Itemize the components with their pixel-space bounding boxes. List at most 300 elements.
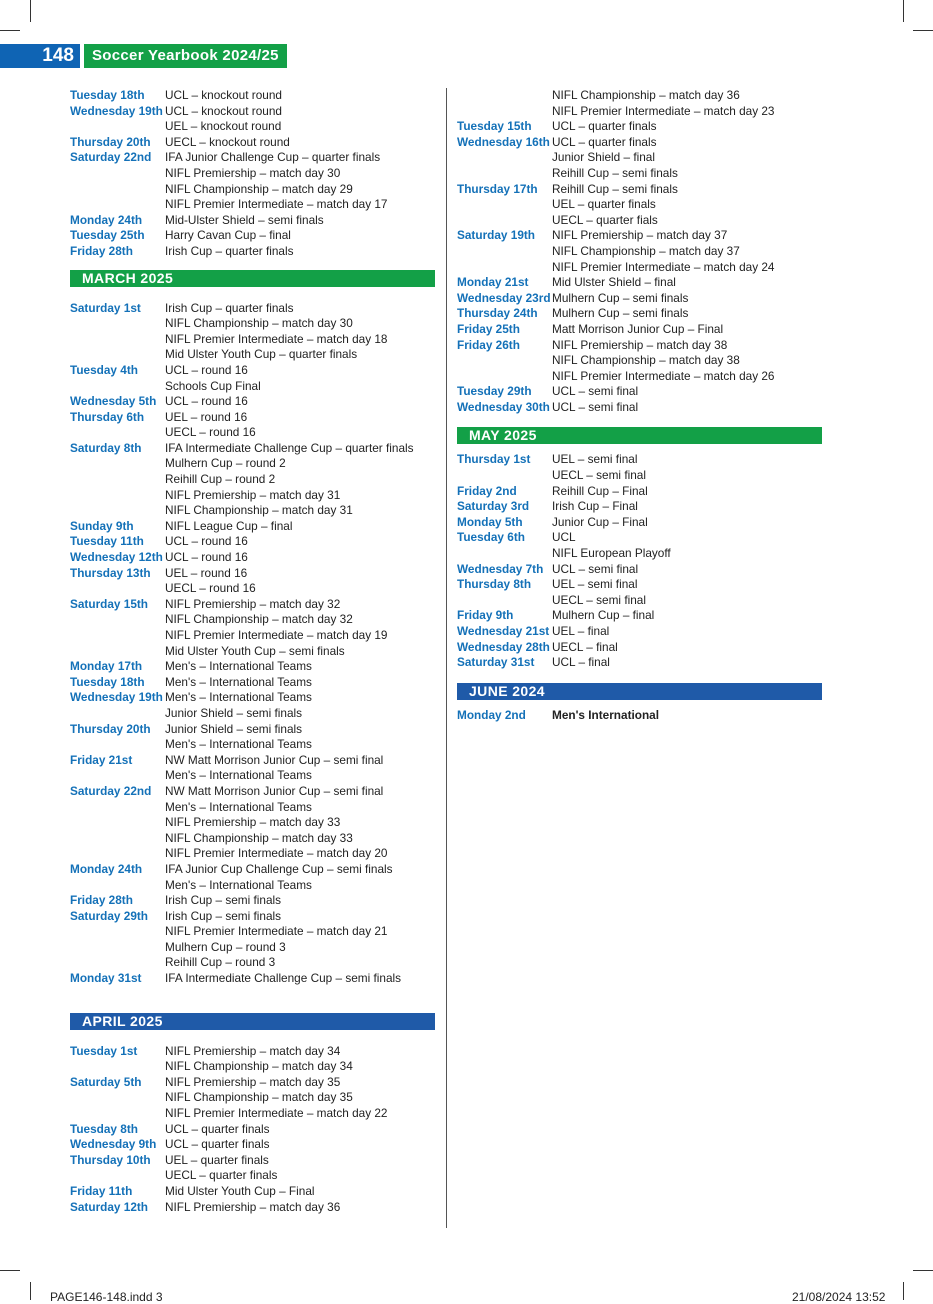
schedule-event: Mid Ulster Shield – final: [552, 275, 676, 290]
schedule-date: [70, 1106, 165, 1122]
schedule-date: [70, 955, 165, 971]
schedule-event: UEL – quarter finals: [165, 1152, 269, 1167]
schedule-row: [70, 628, 435, 644]
schedule-row: [457, 468, 822, 484]
schedule-row: [70, 1059, 435, 1075]
schedule-date: Monday 17th: [70, 659, 143, 674]
schedule-event: Schools Cup Final: [165, 378, 261, 393]
schedule-date: Tuesday 4th: [70, 362, 138, 377]
schedule-row: [457, 213, 822, 229]
schedule-event: NIFL Premiership – match day 30: [165, 165, 341, 180]
schedule-row: [70, 815, 435, 831]
schedule-date: Monday 24th: [70, 861, 143, 876]
schedule-event: UEL – round 16: [165, 565, 248, 580]
schedule-date: Tuesday 11th: [70, 534, 144, 549]
schedule-date: [70, 612, 165, 628]
schedule-event: Reihill Cup – round 3: [165, 955, 276, 970]
schedule-event: IFA Intermediate Challenge Cup – quarter finals: [165, 440, 414, 455]
crop-mark: [913, 1270, 933, 1271]
schedule-event: NIFL Championship – match day 36: [552, 88, 740, 102]
schedule-date: Monday 31st: [70, 971, 142, 986]
schedule-date: Wednesday 30th: [457, 399, 550, 414]
schedule-date: Tuesday 18th: [70, 88, 145, 102]
schedule-date: [457, 546, 552, 562]
schedule-date: Saturday 3rd: [457, 499, 530, 514]
schedule-row: [457, 546, 822, 562]
schedule-row: [70, 550, 435, 566]
schedule-event: Mulhern Cup – round 3: [165, 939, 286, 954]
schedule-date: [70, 425, 165, 441]
schedule-date: [70, 628, 165, 644]
schedule-date: [70, 316, 165, 332]
schedule-row: [70, 1044, 435, 1060]
schedule-event: NIFL Championship – match day 29: [165, 181, 353, 196]
schedule-date: [70, 581, 165, 597]
schedule-event: Irish Cup – quarter finals: [165, 300, 294, 315]
april-list: [70, 1044, 435, 1216]
schedule-row: [70, 166, 435, 182]
schedule-row: [70, 1090, 435, 1106]
schedule-event: Men's – International Teams: [165, 877, 312, 892]
schedule-row: [70, 644, 435, 660]
schedule-event: UCL – semi final: [552, 399, 639, 414]
schedule-date: Saturday 8th: [70, 440, 142, 455]
schedule-row: [457, 499, 822, 515]
schedule-event: Junior Cup – Final: [552, 514, 648, 529]
schedule-event: Men's – International Teams: [165, 768, 312, 783]
schedule-event: NIFL Premier Intermediate – match day 22: [165, 1106, 388, 1121]
schedule-date: Thursday 17th: [457, 181, 538, 196]
schedule-row: [70, 363, 435, 379]
schedule-date: [70, 119, 165, 135]
month-heading-may: MAY 2025: [457, 427, 822, 444]
schedule-date: [70, 347, 165, 363]
page-number: 148: [0, 44, 80, 68]
schedule-event: UECL – quarter fials: [552, 212, 658, 227]
schedule-row: [457, 452, 822, 468]
schedule-event: Men's – International Teams: [165, 799, 312, 814]
schedule-event: NIFL Championship – match day 38: [552, 353, 740, 368]
schedule-row: [70, 244, 435, 260]
schedule-event: Reihill Cup – Final: [552, 483, 648, 498]
left-column: [70, 88, 435, 1215]
schedule-event: NIFL Premiership – match day 33: [165, 815, 341, 830]
schedule-date: Thursday 13th: [70, 565, 151, 580]
schedule-event: Mid Ulster Youth Cup – semi finals: [165, 643, 345, 658]
schedule-date: [457, 468, 552, 484]
schedule-date: Sunday 9th: [70, 518, 134, 533]
schedule-row: [70, 104, 435, 120]
schedule-row: [70, 659, 435, 675]
schedule-date: [70, 878, 165, 894]
crop-mark: [30, 0, 31, 22]
schedule-row: [70, 441, 435, 457]
schedule-date: [457, 260, 552, 276]
schedule-event: NIFL Championship – match day 35: [165, 1090, 353, 1105]
schedule-date: Tuesday 18th: [70, 674, 145, 689]
schedule-date: Tuesday 25th: [70, 228, 145, 243]
schedule-event: NIFL Premiership – match day 32: [165, 596, 341, 611]
schedule-row: [70, 924, 435, 940]
schedule-row: [70, 690, 435, 706]
schedule-date: Tuesday 6th: [457, 530, 525, 545]
schedule-event: Mid Ulster Youth Cup – quarter finals: [165, 347, 358, 362]
schedule-event: UCL – quarter finals: [552, 134, 657, 149]
schedule-row: [70, 503, 435, 519]
schedule-event: NIFL Championship – match day 34: [165, 1059, 353, 1074]
schedule-row: [70, 846, 435, 862]
schedule-event: Mid-Ulster Shield – semi finals: [165, 212, 324, 227]
crop-mark: [0, 1270, 20, 1271]
schedule-row: [457, 655, 822, 671]
schedule-event: Irish Cup – Final: [552, 499, 638, 514]
schedule-row: [457, 369, 822, 385]
schedule-row: [70, 909, 435, 925]
schedule-row: [457, 119, 822, 135]
schedule-row: [70, 706, 435, 722]
schedule-row: [70, 940, 435, 956]
schedule-date: Friday 21st: [70, 752, 133, 767]
schedule-row: [70, 566, 435, 582]
schedule-row: [70, 1168, 435, 1184]
schedule-event: NIFL Premiership – match day 38: [552, 337, 728, 352]
schedule-date: Tuesday 1st: [70, 1043, 138, 1058]
schedule-row: [457, 291, 822, 307]
may-list: [457, 452, 822, 670]
schedule-date: [70, 846, 165, 862]
schedule-event: UCL – round 16: [165, 534, 248, 549]
schedule-event: UCL – round 16: [165, 362, 248, 377]
schedule-row: [70, 488, 435, 504]
schedule-row: [70, 394, 435, 410]
schedule-date: Tuesday 8th: [70, 1121, 138, 1136]
schedule-date: [70, 166, 165, 182]
schedule-row: [70, 893, 435, 909]
schedule-date: [70, 815, 165, 831]
schedule-row: [457, 244, 822, 260]
schedule-date: Thursday 8th: [457, 577, 532, 592]
schedule-row: [70, 456, 435, 472]
schedule-row: [70, 135, 435, 151]
schedule-date: Friday 28th: [70, 893, 133, 908]
schedule-row: [70, 955, 435, 971]
schedule-date: Saturday 22nd: [70, 783, 152, 798]
schedule-date: Friday 28th: [70, 243, 133, 258]
schedule-row: [70, 119, 435, 135]
schedule-row: [457, 338, 822, 354]
schedule-date: [70, 488, 165, 504]
schedule-event: NIFL Championship – match day 33: [165, 830, 353, 845]
april-continued-list: [457, 88, 822, 415]
schedule-event: UECL – round 16: [165, 425, 256, 440]
schedule-date: [70, 379, 165, 395]
schedule-event: UCL – knockout round: [165, 103, 282, 118]
schedule-date: Saturday 5th: [70, 1074, 142, 1089]
schedule-event: UEL – round 16: [165, 409, 248, 424]
schedule-row: [457, 322, 822, 338]
schedule-date: [70, 800, 165, 816]
schedule-date: Friday 26th: [457, 337, 520, 352]
crop-mark: [913, 30, 933, 31]
schedule-row: [70, 768, 435, 784]
schedule-event: UECL – semi final: [552, 592, 646, 607]
crop-mark: [903, 0, 904, 22]
schedule-row: [70, 722, 435, 738]
schedule-date: Thursday 20th: [70, 134, 151, 149]
schedule-event: NIFL Championship – match day 30: [165, 316, 353, 331]
schedule-date: [70, 197, 165, 213]
schedule-row: [70, 332, 435, 348]
schedule-date: [70, 503, 165, 519]
schedule-date: Thursday 10th: [70, 1152, 151, 1167]
schedule-date: [70, 1090, 165, 1106]
schedule-event: NIFL Premier Intermediate – match day 17: [165, 197, 388, 212]
schedule-date: [457, 593, 552, 609]
schedule-row: [70, 581, 435, 597]
schedule-date: Tuesday 15th: [457, 119, 532, 134]
schedule-date: [70, 1168, 165, 1184]
schedule-event: UCL – semi final: [552, 561, 639, 576]
crop-mark: [903, 1282, 904, 1300]
schedule-row: [70, 228, 435, 244]
schedule-date: [70, 831, 165, 847]
schedule-row: [457, 88, 822, 104]
schedule-row: [70, 197, 435, 213]
schedule-date: Monday 24th: [70, 212, 143, 227]
schedule-date: [70, 644, 165, 660]
schedule-date: [457, 213, 552, 229]
schedule-row: [457, 384, 822, 400]
schedule-event: Men's – International Teams: [165, 659, 312, 674]
schedule-date: [70, 1059, 165, 1075]
schedule-date: Wednesday 12th: [70, 550, 163, 565]
schedule-date: Wednesday 28th: [457, 639, 550, 654]
schedule-event: IFA Junior Challenge Cup – quarter finals: [165, 150, 381, 165]
schedule-event: NIFL Premiership – match day 37: [552, 228, 728, 243]
month-heading-june: JUNE 2024: [457, 683, 822, 700]
schedule-event: NIFL Premier Intermediate – match day 21: [165, 924, 388, 939]
schedule-event: UECL – final: [552, 639, 618, 654]
schedule-event: UCL – final: [552, 655, 610, 670]
schedule-date: [457, 353, 552, 369]
schedule-date: Monday 21st: [457, 275, 529, 290]
schedule-row: [70, 150, 435, 166]
schedule-event: UEL – final: [552, 624, 610, 638]
schedule-row: [457, 166, 822, 182]
schedule-event: NIFL European Playoff: [552, 546, 671, 561]
schedule-event: UCL – semi final: [552, 384, 639, 399]
schedule-event: UCL – quarter finals: [552, 119, 657, 134]
schedule-row: [70, 784, 435, 800]
schedule-event: Mulhern Cup – final: [552, 608, 655, 623]
schedule-event: UCL – quarter finals: [165, 1121, 270, 1136]
schedule-date: [457, 166, 552, 182]
schedule-row: [70, 1137, 435, 1153]
schedule-row: [70, 379, 435, 395]
schedule-date: Wednesday 9th: [70, 1137, 157, 1152]
schedule-date: [457, 197, 552, 213]
schedule-row: [457, 624, 822, 640]
june-list: [457, 708, 822, 724]
footer-timestamp: 21/08/2024 13:52: [792, 1290, 886, 1304]
month-heading-april: APRIL 2025: [70, 1013, 435, 1030]
schedule-date: Friday 9th: [457, 608, 514, 623]
schedule-event: Mid Ulster Youth Cup – Final: [165, 1184, 315, 1198]
schedule-event: NIFL Premier Intermediate – match day 24: [552, 259, 775, 274]
schedule-event: NIFL League Cup – final: [165, 518, 293, 533]
schedule-row: [457, 562, 822, 578]
schedule-row: [70, 519, 435, 535]
schedule-row: [70, 597, 435, 613]
schedule-row: [457, 150, 822, 166]
schedule-date: Thursday 24th: [457, 306, 538, 321]
schedule-date: Friday 11th: [70, 1184, 133, 1198]
schedule-date: [70, 332, 165, 348]
schedule-event: NIFL Premier Intermediate – match day 20: [165, 846, 388, 861]
schedule-row: [70, 88, 435, 104]
schedule-event: Junior Shield – semi finals: [165, 721, 303, 736]
schedule-row: [457, 260, 822, 276]
schedule-row: [457, 182, 822, 198]
schedule-date: Wednesday 7th: [457, 561, 544, 576]
schedule-row: [70, 831, 435, 847]
schedule-date: Saturday 12th: [70, 1199, 149, 1214]
schedule-date: Tuesday 29th: [457, 384, 532, 399]
schedule-event: UCL – round 16: [165, 394, 248, 409]
schedule-date: Thursday 6th: [70, 409, 145, 424]
month-heading-march: MARCH 2025: [70, 270, 435, 287]
schedule-row: [457, 484, 822, 500]
schedule-event: UECL – round 16: [165, 581, 256, 596]
schedule-date: Monday 2nd: [457, 707, 526, 722]
schedule-row: [70, 737, 435, 753]
schedule-event: NIFL Premiership – match day 34: [165, 1043, 341, 1058]
schedule-date: Wednesday 23rd: [457, 290, 551, 305]
running-title: Soccer Yearbook 2024/25: [84, 44, 287, 68]
schedule-row: [70, 347, 435, 363]
schedule-date: Friday 25th: [457, 321, 520, 336]
schedule-event: UEL – knockout round: [165, 119, 282, 134]
march-list: [70, 301, 435, 987]
schedule-date: [70, 924, 165, 940]
schedule-row: [70, 316, 435, 332]
schedule-row: [457, 708, 822, 724]
schedule-event: Reihill Cup – round 2: [165, 472, 276, 487]
schedule-date: Friday 2nd: [457, 483, 517, 498]
schedule-date: Wednesday 19th: [70, 103, 163, 118]
schedule-date: Saturday 29th: [70, 908, 149, 923]
schedule-row: [457, 306, 822, 322]
schedule-date: [457, 150, 552, 166]
schedule-event: NIFL Premiership – match day 36: [165, 1199, 341, 1214]
schedule-event: Mulhern Cup – semi finals: [552, 306, 689, 321]
schedule-row: [70, 1153, 435, 1169]
schedule-event: IFA Intermediate Challenge Cup – semi finals: [165, 971, 402, 986]
schedule-row: [457, 228, 822, 244]
schedule-event: UCL – quarter finals: [165, 1137, 270, 1152]
schedule-event: UECL – knockout round: [165, 134, 290, 149]
schedule-event: Harry Cavan Cup – final: [165, 228, 291, 243]
schedule-row: [70, 753, 435, 769]
schedule-date: [70, 182, 165, 198]
schedule-event: Irish Cup – semi finals: [165, 908, 282, 923]
schedule-event: UECL – quarter finals: [165, 1168, 278, 1183]
schedule-date: Saturday 1st: [70, 300, 141, 315]
schedule-event: Reihill Cup – semi finals: [552, 181, 678, 196]
schedule-date: Saturday 15th: [70, 596, 149, 611]
schedule-event: Mulhern Cup – semi finals: [552, 290, 689, 305]
schedule-event: NIFL Championship – match day 32: [165, 612, 353, 627]
schedule-event: NIFL Premier Intermediate – match day 26: [552, 368, 775, 383]
schedule-row: [457, 608, 822, 624]
schedule-event: UECL – semi final: [552, 468, 646, 483]
schedule-date: [70, 706, 165, 722]
schedule-event: Irish Cup – quarter finals: [165, 243, 294, 258]
schedule-row: [457, 577, 822, 593]
schedule-date: [70, 472, 165, 488]
schedule-date: [70, 768, 165, 784]
schedule-row: [70, 612, 435, 628]
schedule-event: Men's – International Teams: [165, 690, 312, 705]
schedule-row: [70, 182, 435, 198]
schedule-date: Wednesday 21st: [457, 624, 550, 638]
schedule-row: [70, 1075, 435, 1091]
schedule-date: [70, 737, 165, 753]
footer-file-slug: PAGE146-148.indd 3: [50, 1290, 163, 1304]
schedule-event: NIFL Premiership – match day 35: [165, 1074, 341, 1089]
schedule-row: [457, 135, 822, 151]
schedule-date: [457, 88, 552, 104]
schedule-event: UEL – semi final: [552, 452, 638, 467]
schedule-row: [457, 197, 822, 213]
schedule-event: NIFL Premier Intermediate – match day 23: [552, 103, 775, 118]
schedule-event: UCL – round 16: [165, 550, 248, 565]
schedule-row: [457, 275, 822, 291]
schedule-row: [70, 1106, 435, 1122]
schedule-event: Men's International: [552, 707, 660, 722]
schedule-event: IFA Junior Cup Challenge Cup – semi finals: [165, 861, 393, 876]
schedule-event: Matt Morrison Junior Cup – Final: [552, 321, 724, 336]
schedule-date: Thursday 20th: [70, 721, 151, 736]
schedule-date: [70, 456, 165, 472]
crop-mark: [0, 30, 20, 31]
schedule-event: Junior Shield – final: [552, 150, 655, 165]
schedule-row: [457, 353, 822, 369]
schedule-row: [70, 800, 435, 816]
schedule-date: Saturday 22nd: [70, 150, 152, 165]
schedule-event: Irish Cup – semi finals: [165, 893, 282, 908]
schedule-row: [457, 640, 822, 656]
schedule-event: NIFL Championship – match day 37: [552, 243, 740, 258]
schedule-date: Wednesday 19th: [70, 690, 163, 705]
schedule-event: NIFL Premier Intermediate – match day 19: [165, 628, 388, 642]
schedule-event: Reihill Cup – semi finals: [552, 165, 678, 180]
schedule-date: Wednesday 16th: [457, 134, 550, 149]
schedule-row: [70, 675, 435, 691]
schedule-date: [70, 940, 165, 956]
schedule-event: NW Matt Morrison Junior Cup – semi final: [165, 783, 384, 798]
schedule-row: [70, 1200, 435, 1216]
schedule-date: Monday 5th: [457, 514, 523, 529]
schedule-event: Men's – International Teams: [165, 674, 312, 689]
schedule-row: [70, 472, 435, 488]
schedule-date: [457, 244, 552, 260]
schedule-date: Thursday 1st: [457, 452, 531, 467]
schedule-row: [70, 425, 435, 441]
schedule-date: Wednesday 5th: [70, 394, 157, 409]
schedule-event: UEL – quarter finals: [552, 197, 656, 212]
schedule-event: UCL: [552, 530, 576, 545]
